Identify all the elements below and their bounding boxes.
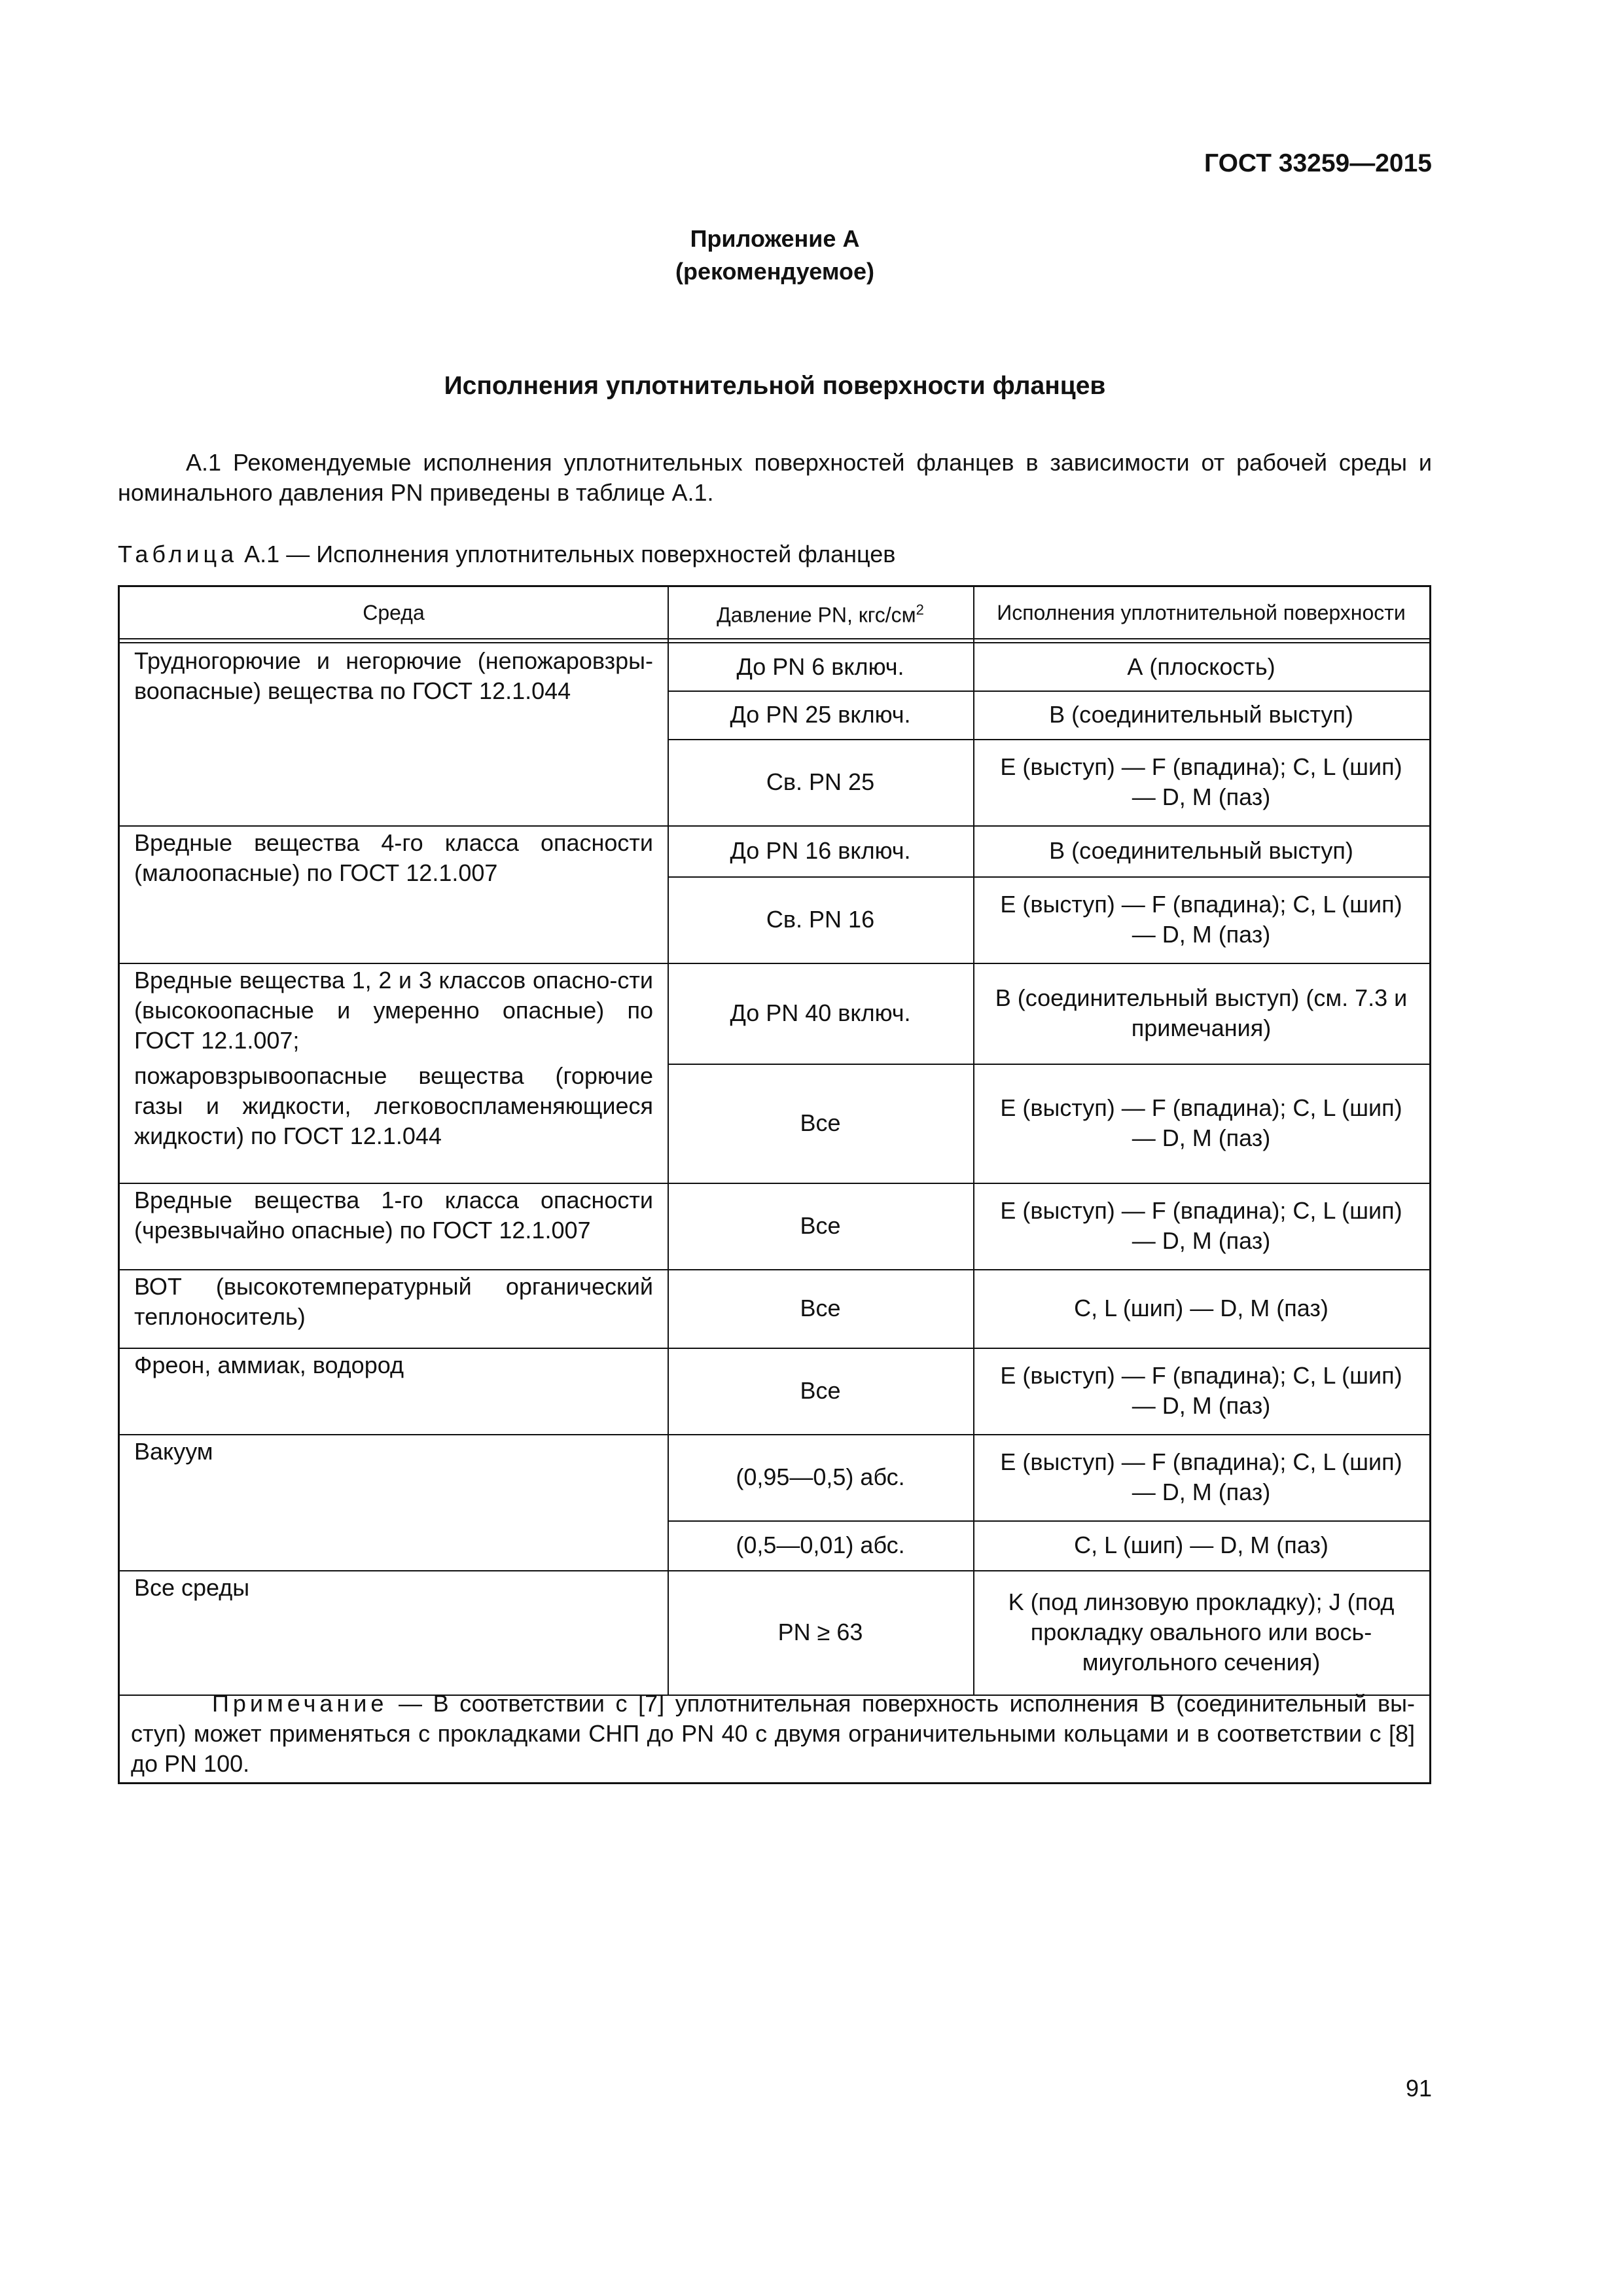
note-text: — В соответствии с [7] уплотнительная поверхность исполнения В (соединительный вы-ступ) может применяться с прокладками СНП до PN 40 с двумя ограничительными кольцами и в соответствии с [8] до PN 100.: [131, 1690, 1415, 1777]
header-rule: [120, 638, 1429, 639]
appendix-title: Приложение А: [690, 225, 860, 252]
standard-header: ГОСТ 33259—2015: [1204, 149, 1432, 177]
page-number: 91: [1405, 2075, 1432, 2102]
surface-cell: K (под линзовую прокладку); J (под прокладку овального или вось-миугольного сечения): [1008, 1588, 1395, 1676]
header-pressure-text: Давление PN, кгс/см: [717, 603, 916, 627]
pressure-cell: Св. PN 25: [766, 768, 875, 795]
medium-cell: [120, 1434, 668, 1569]
surface-cell: C, L (шип) — D, M (паз): [1074, 1295, 1329, 1321]
medium-text: Вредные вещества 4-го класса опасности (малоопасные) по ГОСТ 12.1.007: [134, 829, 653, 886]
medium-text: Вакуум: [134, 1438, 213, 1465]
medium-cell: [120, 1183, 668, 1269]
surface-cell: Е (выступ) — F (впадина); C, L (шип) — D, M (паз): [1000, 1197, 1402, 1254]
medium-text: Вредные вещества 1-го класса опасности (чрезвычайно опасные) по ГОСТ 12.1.007: [134, 1187, 653, 1244]
surface-cell: А (плоскость): [1127, 653, 1275, 680]
medium-text-continued: пожаровзрывоопасные вещества (горючие газы и жидкости, легковоспламеняющиеся жидкости) по ГОСТ 12.1.044: [134, 1062, 653, 1149]
table-caption: [118, 541, 1432, 568]
surface-cell: Е (выступ) — F (впадина); C, L (шип) — D, M (паз): [1000, 753, 1402, 810]
surface-cell: В (соединительный выступ) (см. 7.3 и примечания): [995, 984, 1408, 1041]
pressure-cell: (0,95—0,5) абс.: [736, 1463, 905, 1490]
medium-text: Трудногорючие и негорючие (непожаровзры-воопасные) вещества по ГОСТ 12.1.044: [134, 647, 653, 704]
medium-text: Все среды: [134, 1574, 250, 1601]
pressure-cell: До PN 16 включ.: [730, 837, 911, 864]
surface-cell: Е (выступ) — F (впадина); C, L (шип) — D, M (паз): [1000, 1094, 1402, 1151]
surface-cell: В (соединительный выступ): [1049, 837, 1353, 864]
pressure-cell: Св. PN 16: [766, 906, 875, 933]
pressure-cell: До PN 40 включ.: [730, 999, 911, 1026]
pressure-cell: PN ≥ 63: [777, 1619, 863, 1645]
surface-cell: В (соединительный выступ): [1049, 701, 1353, 728]
medium-cell: [120, 1269, 668, 1348]
surfaces-table: [118, 585, 1431, 1784]
pressure-cell: Все: [800, 1377, 841, 1404]
medium-text: Вредные вещества 1, 2 и 3 классов опасно-сти (высокоопасные и умеренно опасные) по ГОСТ 12.1.007;: [134, 967, 653, 1054]
pressure-cell: Все: [800, 1295, 841, 1321]
pressure-cell: (0,5—0,01) абс.: [736, 1532, 905, 1558]
pressure-cell: Все: [800, 1212, 841, 1239]
medium-cell: [120, 963, 668, 1184]
surface-cell: Е (выступ) — F (впадина); C, L (шип) — D, M (паз): [1000, 1362, 1402, 1419]
surface-cell: C, L (шип) — D, M (паз): [1074, 1532, 1329, 1558]
table-caption-label: Таблица: [118, 541, 238, 567]
header-pressure: [668, 587, 973, 638]
header-pressure-sup: 2: [916, 601, 924, 619]
appendix-subtitle: (рекомендуемое): [675, 258, 874, 285]
section-title: Исполнения уплотнительной поверхности фланцев: [444, 372, 1106, 400]
surface-cell: Е (выступ) — F (впадина); C, L (шип) — D, M (паз): [1000, 891, 1402, 948]
pressure-cell: До PN 25 включ.: [730, 701, 911, 728]
header-medium: Среда: [363, 601, 425, 624]
medium-cell: [120, 825, 668, 964]
pressure-cell: Все: [800, 1109, 841, 1136]
medium-text: Фреон, аммиак, водород: [134, 1352, 404, 1378]
surface-cell: Е (выступ) — F (впадина); C, L (шип) — D, M (паз): [1000, 1448, 1402, 1505]
pressure-cell: До PN 6 включ.: [736, 653, 904, 680]
note-label: Примечание: [212, 1690, 388, 1717]
medium-text: ВОТ (высокотемпературный органический теплоноситель): [134, 1273, 653, 1330]
intro-paragraph: А.1 Рекомендуемые исполнения уплотнительных поверхностей фланцев в зависимости от рабочей среды и номинального давления PN приведены в таблице А.1.: [118, 449, 1432, 506]
appendix-heading: [118, 223, 1432, 288]
table-caption-text: А.1 — Исполнения уплотнительных поверхностей фланцев: [244, 541, 896, 567]
table-note: [131, 1689, 1415, 1779]
medium-cell: [120, 1570, 668, 1695]
header-surface: Исполнения уплотнительной поверхности: [997, 601, 1406, 624]
medium-cell: [120, 1348, 668, 1434]
